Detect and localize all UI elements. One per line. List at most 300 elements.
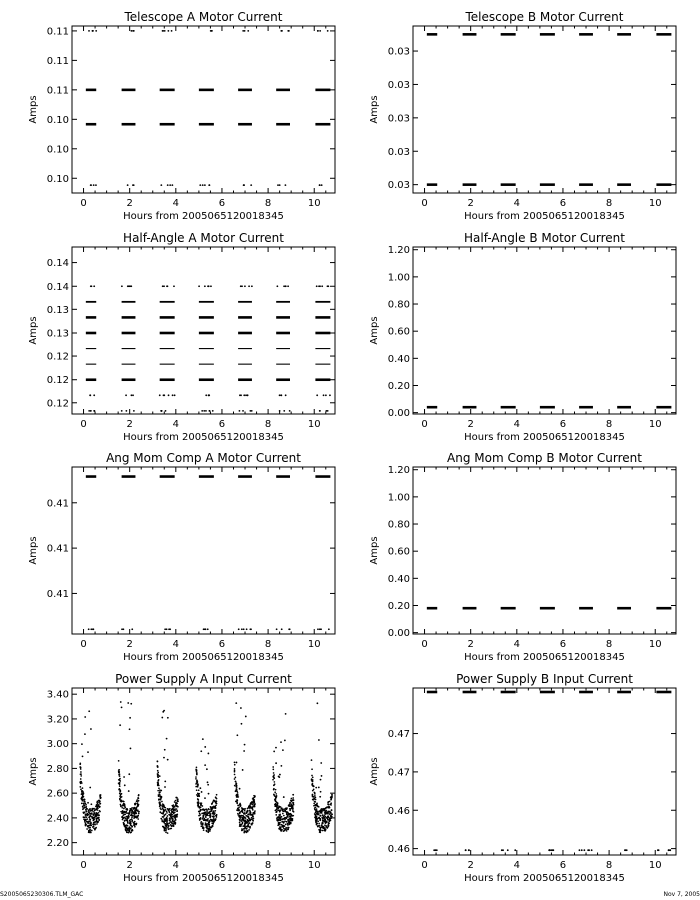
data-point xyxy=(273,788,275,790)
data-point xyxy=(273,781,275,783)
data-point xyxy=(196,782,198,784)
data-point xyxy=(90,184,92,186)
data-point xyxy=(280,809,282,811)
data-point xyxy=(119,773,121,775)
data-point xyxy=(211,810,213,812)
data-point xyxy=(208,829,210,831)
x-tick-label: 2 xyxy=(126,860,133,871)
data-point xyxy=(126,808,128,810)
data-point xyxy=(331,809,333,811)
data-point xyxy=(239,818,241,820)
data-point xyxy=(319,410,321,412)
data-point xyxy=(507,849,509,851)
y-tick-label: 0.60 xyxy=(387,546,410,558)
data-point xyxy=(289,810,291,812)
data-point xyxy=(624,849,626,851)
data-point xyxy=(328,628,330,630)
data-point xyxy=(168,828,170,830)
data-point xyxy=(91,285,93,287)
data-point-outlier xyxy=(204,797,206,799)
data-point xyxy=(243,819,245,821)
data-point xyxy=(93,822,95,824)
data-point xyxy=(249,826,251,828)
data-point xyxy=(242,815,244,817)
data-point xyxy=(198,795,200,797)
data-point xyxy=(127,832,129,834)
data-point xyxy=(87,825,89,827)
y-tick-label: 3.40 xyxy=(46,689,69,701)
x-tick-label: 10 xyxy=(307,860,321,871)
data-point xyxy=(125,394,127,396)
data-point xyxy=(330,798,332,800)
data-point xyxy=(321,285,323,287)
data-point xyxy=(287,823,289,825)
data-point xyxy=(289,628,291,630)
data-point-outlier xyxy=(166,738,168,740)
data-point xyxy=(121,410,123,412)
data-point xyxy=(292,815,294,817)
y-tick-label: 0.47 xyxy=(387,729,410,741)
data-point xyxy=(128,828,130,830)
data-point xyxy=(79,763,81,765)
data-point xyxy=(210,285,212,287)
data-point xyxy=(278,807,280,809)
x-tick-label: 8 xyxy=(264,419,272,430)
data-point xyxy=(129,822,131,824)
data-point xyxy=(87,822,89,824)
data-point xyxy=(316,819,318,821)
data-point-outlier xyxy=(241,723,243,725)
data-point xyxy=(158,798,160,800)
data-point xyxy=(283,285,285,287)
data-point xyxy=(281,824,283,826)
data-point xyxy=(205,816,207,818)
data-point xyxy=(201,821,203,823)
data-point xyxy=(90,410,92,412)
data-point xyxy=(94,809,96,811)
data-point-outlier xyxy=(87,802,89,804)
data-point xyxy=(287,285,289,287)
data-point xyxy=(87,815,89,817)
data-point xyxy=(176,810,178,812)
data-point xyxy=(131,812,133,814)
x-tick-label: 10 xyxy=(307,198,321,209)
y-tick-label: 2.20 xyxy=(46,838,69,850)
data-point xyxy=(167,285,169,287)
data-point-outlier xyxy=(321,775,323,777)
y-tick-label: 0.40 xyxy=(387,353,410,365)
data-point xyxy=(172,808,174,810)
data-point-outlier xyxy=(84,733,86,735)
data-point xyxy=(174,817,176,819)
data-point xyxy=(164,628,166,630)
x-tick-label: 0 xyxy=(80,860,87,871)
data-point xyxy=(249,628,251,630)
data-point xyxy=(329,394,331,396)
chart-ps_b xyxy=(369,672,676,884)
data-point xyxy=(289,805,291,807)
y-tick-label: 0.41 xyxy=(46,543,69,555)
data-point-outlier xyxy=(164,786,166,788)
data-point xyxy=(327,410,329,412)
data-point xyxy=(272,779,274,781)
data-point-outlier xyxy=(315,787,317,789)
data-point xyxy=(92,817,94,819)
y-tick-label: 2.60 xyxy=(46,788,69,800)
y-axis-label: Amps xyxy=(369,316,380,345)
data-point xyxy=(168,628,170,630)
x-tick-label: 10 xyxy=(648,198,662,209)
data-point xyxy=(85,819,87,821)
chart-am_b xyxy=(369,451,676,663)
data-point xyxy=(245,821,247,823)
x-tick-label: 4 xyxy=(172,198,180,209)
data-point xyxy=(89,394,91,396)
y-tick-label: 0.11 xyxy=(46,26,69,38)
y-tick-label: 0.46 xyxy=(387,844,410,856)
data-point-outlier xyxy=(130,703,132,705)
data-point xyxy=(327,285,329,287)
data-point xyxy=(243,812,245,814)
y-tick-label: 0.80 xyxy=(387,519,410,531)
data-point xyxy=(242,808,244,810)
data-point-outlier xyxy=(242,769,244,771)
data-point xyxy=(99,806,101,808)
data-point xyxy=(209,811,211,813)
data-point xyxy=(90,832,92,834)
data-point xyxy=(237,808,239,810)
data-point xyxy=(514,849,516,851)
data-point xyxy=(243,184,245,186)
data-point xyxy=(170,824,172,826)
data-point xyxy=(290,816,292,818)
data-point xyxy=(119,778,121,780)
data-point xyxy=(161,812,163,814)
data-point xyxy=(327,803,329,805)
data-point xyxy=(311,779,313,781)
x-tick-label: 0 xyxy=(421,198,428,209)
data-point xyxy=(234,774,236,776)
data-point-outlier xyxy=(161,717,163,719)
data-point xyxy=(240,805,242,807)
data-point xyxy=(234,778,236,780)
data-point xyxy=(203,829,205,831)
data-point xyxy=(237,800,239,802)
data-point xyxy=(81,793,83,795)
data-point xyxy=(130,819,132,821)
data-point xyxy=(318,806,320,808)
data-point xyxy=(85,804,87,806)
x-tick-label: 4 xyxy=(513,639,521,650)
data-point xyxy=(216,816,218,818)
data-point xyxy=(247,30,249,32)
data-point xyxy=(159,394,161,396)
data-point xyxy=(235,801,237,803)
x-tick-label: 10 xyxy=(648,639,662,650)
data-point-outlier xyxy=(279,774,281,776)
data-point xyxy=(329,813,331,815)
data-point xyxy=(330,804,332,806)
data-point-outlier xyxy=(236,762,238,764)
data-point xyxy=(167,827,169,829)
data-point xyxy=(284,828,286,830)
data-point xyxy=(244,817,246,819)
data-point-outlier xyxy=(84,716,86,718)
data-point xyxy=(84,821,86,823)
data-point-outlier xyxy=(199,787,201,789)
data-point xyxy=(169,828,171,830)
data-point xyxy=(251,410,253,412)
data-point xyxy=(137,818,139,820)
data-point xyxy=(289,802,291,804)
data-point xyxy=(273,772,275,774)
data-point xyxy=(322,830,324,832)
data-point xyxy=(252,807,254,809)
data-point xyxy=(162,808,164,810)
data-point xyxy=(172,818,174,820)
data-point xyxy=(209,410,211,412)
x-tick-label: 0 xyxy=(80,419,87,430)
data-point xyxy=(94,829,96,831)
data-point xyxy=(131,815,133,817)
x-axis-label: Hours from 2005065120018345 xyxy=(464,873,625,884)
data-point xyxy=(276,806,278,808)
data-point xyxy=(164,30,166,32)
data-point xyxy=(195,769,197,771)
data-point xyxy=(127,184,129,186)
data-point xyxy=(247,394,249,396)
data-point xyxy=(204,184,206,186)
data-point xyxy=(252,809,254,811)
data-point xyxy=(130,30,132,32)
data-point xyxy=(195,776,197,778)
data-point xyxy=(313,796,315,798)
data-point xyxy=(171,805,173,807)
data-point xyxy=(123,822,125,824)
data-point xyxy=(129,830,131,832)
data-point xyxy=(314,801,316,803)
data-point xyxy=(246,830,248,832)
y-tick-label: 1.20 xyxy=(387,245,410,257)
data-point xyxy=(199,184,201,186)
y-tick-label: 0.41 xyxy=(46,588,69,600)
data-point xyxy=(581,849,583,851)
x-tick-label: 10 xyxy=(648,419,662,430)
data-point xyxy=(160,798,162,800)
x-tick-label: 10 xyxy=(307,639,321,650)
data-point xyxy=(173,825,175,827)
data-point-outlier xyxy=(313,785,315,787)
data-point xyxy=(125,410,127,412)
data-point xyxy=(131,807,133,809)
plot-frame xyxy=(72,247,335,414)
data-point xyxy=(95,827,97,829)
data-point xyxy=(215,796,217,798)
data-point xyxy=(201,410,203,412)
data-point xyxy=(280,394,282,396)
data-point xyxy=(311,794,313,796)
data-point xyxy=(88,830,90,832)
data-point xyxy=(167,815,169,817)
data-point xyxy=(245,812,247,814)
footer-filename: S2005065230306.TLM_GAC xyxy=(0,891,84,898)
data-point xyxy=(322,818,324,820)
data-point xyxy=(131,820,133,822)
x-axis-label: Hours from 2005065120018345 xyxy=(464,211,625,222)
data-point xyxy=(284,818,286,820)
data-point xyxy=(277,184,279,186)
data-point xyxy=(321,825,323,827)
chart-title: Power Supply B Input Current xyxy=(456,672,633,686)
data-point xyxy=(242,410,244,412)
data-point xyxy=(321,808,323,810)
data-point xyxy=(85,809,87,811)
data-point xyxy=(83,812,85,814)
data-point xyxy=(129,812,131,814)
data-point xyxy=(93,817,95,819)
data-point xyxy=(126,812,128,814)
data-point xyxy=(284,820,286,822)
y-axis-label: Amps xyxy=(28,536,39,565)
data-point xyxy=(202,826,204,828)
data-point xyxy=(205,826,207,828)
data-point xyxy=(94,821,96,823)
data-point xyxy=(252,820,254,822)
data-point xyxy=(134,823,136,825)
data-point xyxy=(136,807,138,809)
y-tick-label: 0.00 xyxy=(387,408,410,420)
data-point xyxy=(157,760,159,762)
data-point xyxy=(86,818,88,820)
data-point-outlier xyxy=(316,702,318,704)
data-point xyxy=(134,812,136,814)
data-point xyxy=(251,823,253,825)
data-point xyxy=(84,817,86,819)
data-point xyxy=(207,823,209,825)
data-point-outlier xyxy=(120,701,122,703)
data-point xyxy=(318,825,320,827)
data-point xyxy=(89,819,91,821)
data-point xyxy=(239,820,241,822)
y-tick-label: 3.00 xyxy=(46,739,69,751)
data-point xyxy=(322,814,324,816)
data-point xyxy=(176,797,178,799)
data-point xyxy=(314,792,316,794)
data-point xyxy=(236,786,238,788)
data-point xyxy=(274,805,276,807)
data-point xyxy=(124,811,126,813)
data-point xyxy=(166,828,168,830)
data-point xyxy=(84,802,86,804)
footer-date: Nov 7, 2005 xyxy=(663,891,700,898)
data-point xyxy=(197,805,199,807)
data-point xyxy=(197,799,199,801)
y-axis-label: Amps xyxy=(369,536,380,565)
data-point xyxy=(319,815,321,817)
data-point xyxy=(119,782,121,784)
data-point xyxy=(244,808,246,810)
chart-tel_b xyxy=(369,10,676,222)
data-point xyxy=(128,817,130,819)
data-point xyxy=(234,764,236,766)
data-point xyxy=(138,795,140,797)
data-point xyxy=(171,817,173,819)
data-point-outlier xyxy=(124,784,126,786)
data-point xyxy=(167,184,169,186)
data-point xyxy=(171,825,173,827)
data-point xyxy=(202,184,204,186)
data-point-outlier xyxy=(283,796,285,798)
data-point xyxy=(158,792,160,794)
data-point xyxy=(275,793,277,795)
data-point xyxy=(158,794,160,796)
data-point xyxy=(239,812,241,814)
data-point xyxy=(277,802,279,804)
data-point xyxy=(165,809,167,811)
data-point xyxy=(319,628,321,630)
plot-frame xyxy=(72,467,335,634)
data-point xyxy=(198,789,200,791)
data-point xyxy=(95,30,97,32)
chart-tel_a xyxy=(28,10,335,222)
data-point xyxy=(91,810,93,812)
data-point xyxy=(98,819,100,821)
data-point xyxy=(213,800,215,802)
y-tick-label: 0.13 xyxy=(46,328,69,340)
data-point xyxy=(249,804,251,806)
x-tick-label: 8 xyxy=(605,639,613,650)
data-point xyxy=(163,394,165,396)
data-point xyxy=(119,775,121,777)
data-point xyxy=(207,818,209,820)
data-point xyxy=(316,824,318,826)
data-point xyxy=(242,30,244,32)
data-point xyxy=(175,800,177,802)
data-point xyxy=(204,819,206,821)
data-point xyxy=(465,849,467,851)
data-point xyxy=(207,628,209,630)
data-point xyxy=(281,829,283,831)
data-point-outlier xyxy=(318,739,320,741)
y-tick-label: 0.47 xyxy=(387,767,410,779)
data-point xyxy=(280,827,282,829)
data-point xyxy=(98,814,100,816)
data-point xyxy=(208,394,210,396)
data-point xyxy=(203,628,205,630)
data-point xyxy=(81,803,83,805)
data-point xyxy=(236,794,238,796)
data-point xyxy=(96,823,98,825)
data-point xyxy=(212,813,214,815)
data-point xyxy=(85,824,87,826)
chart-title: Ang Mom Comp B Motor Current xyxy=(447,451,642,465)
data-point xyxy=(293,799,295,801)
data-point xyxy=(167,30,169,32)
y-axis-label: Amps xyxy=(28,316,39,345)
data-point-outlier xyxy=(320,791,322,793)
data-point xyxy=(209,825,211,827)
data-point xyxy=(131,829,133,831)
chart-ha_b xyxy=(369,231,676,443)
data-point xyxy=(213,805,215,807)
data-point xyxy=(121,285,123,287)
data-point xyxy=(127,825,129,827)
data-point xyxy=(239,825,241,827)
chart-title: Telescope B Motor Current xyxy=(465,10,624,24)
data-point-outlier xyxy=(82,756,84,758)
data-point xyxy=(325,821,327,823)
data-point xyxy=(214,806,216,808)
